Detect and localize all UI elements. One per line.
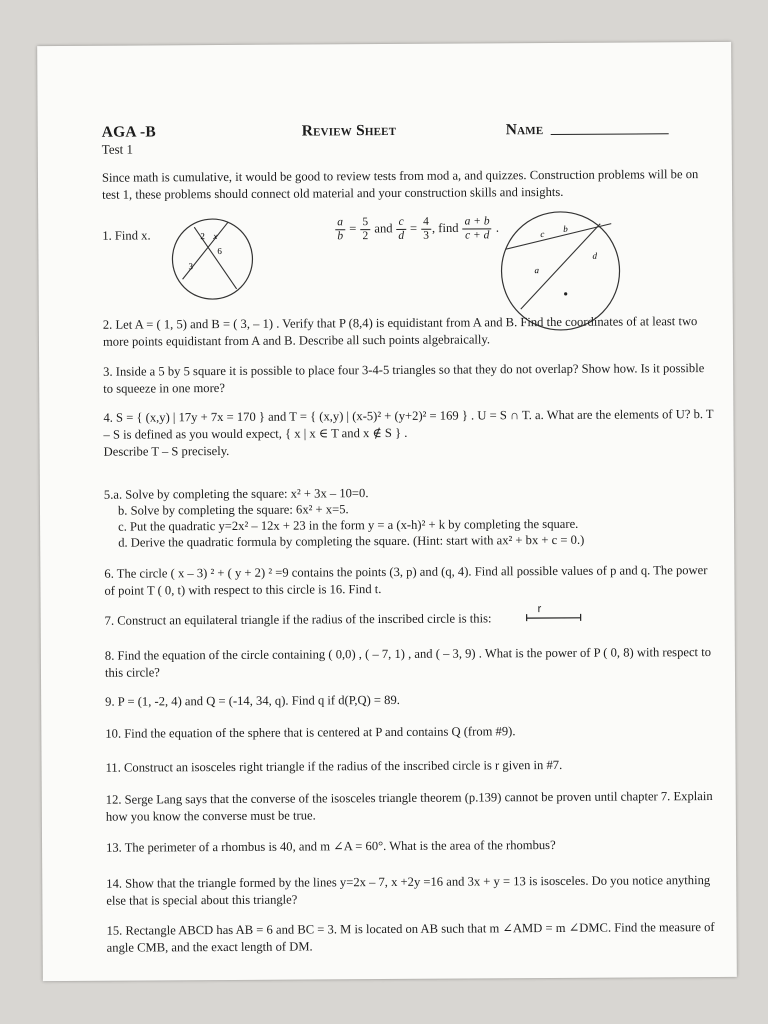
chord-line xyxy=(520,224,601,309)
ratio-expression: $\frac{a}{b}$ = $\frac{5}{2}$ and $\frac{c}{d}$ = $\frac{4}{3}$ , find $\frac{a + b}{c + d}$ . xyxy=(337,215,500,243)
problem-13: 13. The perimeter of a rhombus is 40, and m ∠A = 60°. What is the area of the rhombus? xyxy=(106,837,556,855)
problem-10: 10. Find the equation of the sphere that is centered at P and contains Q (from #9). xyxy=(105,724,516,741)
radius-r-label: r xyxy=(537,603,542,616)
chord-diagram-left xyxy=(168,217,273,302)
problem-12: 12. Serge Lang says that the converse of the isosceles triangle theorem (p.139) cannot be proven until chapter 7. Explain how you know the converse must be true. xyxy=(105,789,713,824)
review-sheet-page xyxy=(37,42,737,981)
seg-label-2: 2 xyxy=(200,231,205,242)
problem-3: 3. Inside a 5 by 5 square it is possible to place four 3-4-5 triangles so that they do not overlap? Show how. Is it possible to squeeze in one more? xyxy=(103,361,705,396)
problem-9: 9. P = (1, -2, 4) and Q = (-14, 34, q). Find q if d(P,Q) = 89. xyxy=(105,692,400,709)
frac-a-b: $\frac{a}{b}$ xyxy=(337,216,344,243)
name-blank-line xyxy=(551,133,669,135)
problem-15: 15. Rectangle ABCD has AB = 6 and BC = 3. M is located on AB such that m ∠AMD = m ∠DMC. Find the measure of angle CMB, and the exact length of DM. xyxy=(106,920,715,955)
intro-paragraph: Since math is cumulative, it would be good to review tests from mod a, and quizzes. Construction problems will be on test 1, these problems should connect old material and your construction skills and insights. xyxy=(101,167,699,202)
problem-14: 14. Show that the triangle formed by the lines y=2x – 7, x +2y =16 and 3x + y = 13 is isosceles. Do you notice anything else that is special about this triangle? xyxy=(106,873,711,908)
seg-label-b: b xyxy=(563,223,568,234)
problem-8: 8. Find the equation of the circle containing ( 0,0) , ( – 7, 1) , and ( – 3, 9) . What is the power of P ( 0, 8) with respect to this circle? xyxy=(104,645,712,680)
problem-6: 6. The circle ( x – 3) ² + ( y + 2) ² =9 contains the points (3, p) and (q, 4). Find all possible values of p and q. The power of point T ( 0, t) with respect to this circle is 16. Find t. xyxy=(104,563,708,598)
problem-5a: 5.a. Solve by completing the square: x² + 3x – 10=0. xyxy=(103,486,369,502)
problem-1-label: 1. Find x. xyxy=(102,228,151,243)
seg-label-3: 3 xyxy=(188,261,194,272)
problem-11: 11. Construct an isosceles right triangle if the radius of the inscribed circle is r given in #7. xyxy=(105,757,563,775)
problem-2: 2. Let A = ( 1, 5) and B = ( 3, – 1) . Verify that P (8,4) is equidistant from A and B. Find the coordinates of at least two more points equidistant from A and B. Describe all such points algebraically. xyxy=(102,314,698,349)
seg-label-6: 6 xyxy=(217,246,222,257)
problem-5c: c. Put the quadratic y=2x² – 12x + 23 in the form y = a (x-h)² + k by completing the square. xyxy=(118,516,579,534)
seg-label-a: a xyxy=(534,265,540,276)
frac-5-2: $\frac{5}{2}$ xyxy=(362,216,369,243)
course-code: AGA -B xyxy=(101,123,156,141)
seg-label-c: c xyxy=(540,229,545,240)
problem-5d: d. Derive the quadratic formula by completing the square. (Hint: start with ax² + bx + c = 0.) xyxy=(118,532,585,550)
seg-label-x: x xyxy=(213,231,218,242)
problem-5b: b. Solve by completing the square: 6x² + x=5. xyxy=(117,502,349,518)
problem-4: 4. S = { (x,y) | 17y + 7x = 170 } and T = { (x,y) | (x-5)² + (y+2)² = 169 } . U = S ∩ T. a. What are the elements of U? b. T – S is defined as you would expect, { x | x ∈ T and x ∉ S } . xyxy=(103,407,714,442)
seg-label-d: d xyxy=(592,250,597,261)
circle-right xyxy=(501,212,620,331)
problem-7: 7. Construct an equilateral triangle if the radius of the inscribed circle is this: xyxy=(104,611,492,628)
test-label: Test 1 xyxy=(101,141,134,157)
problem-4-describe: Describe T – S precisely. xyxy=(103,443,230,459)
frac-target: $\frac{a + b}{c + d}$ xyxy=(463,215,492,242)
frac-4-3: $\frac{4}{3}$ xyxy=(423,215,430,242)
sheet-title: Review Sheet xyxy=(301,121,397,140)
center-point xyxy=(564,292,567,295)
radius-segment xyxy=(525,613,585,623)
name-label: Name xyxy=(505,121,544,139)
frac-c-d: $\frac{c}{d}$ xyxy=(398,215,405,242)
